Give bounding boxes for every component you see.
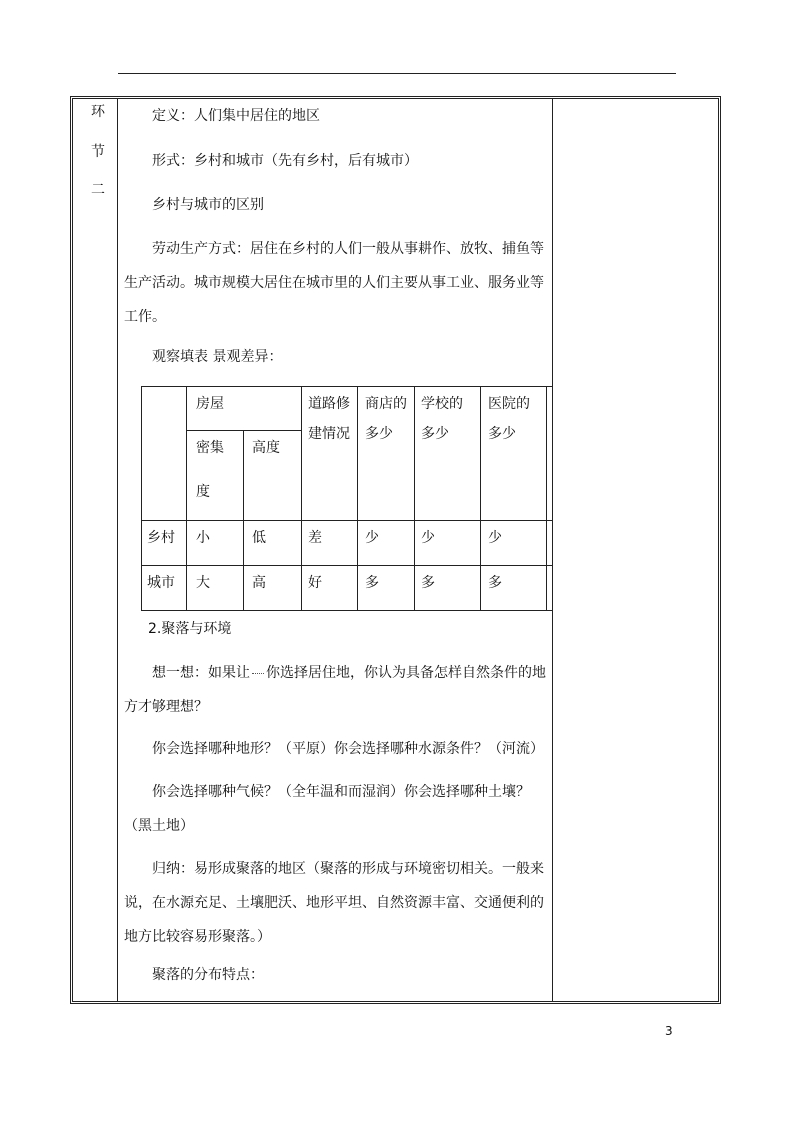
stage-char-2: 节 xyxy=(91,144,105,160)
distribution-line: 聚落的分布特点： xyxy=(152,967,264,983)
header-schools-1: 学校的 xyxy=(421,396,463,412)
header-road-2: 建情况 xyxy=(308,426,350,442)
row-village-hospitals: 少 xyxy=(488,530,502,546)
think-paragraph xyxy=(124,656,548,724)
header-rule xyxy=(118,73,676,74)
question-2-line-1: 你会选择哪种气候？（全年温和而湿润）你会选择哪种土壤？ xyxy=(152,784,530,800)
labor-paragraph xyxy=(124,232,548,334)
header-shops-1: 商店的 xyxy=(365,396,407,412)
blank-mark xyxy=(252,673,264,674)
question-2-paragraph xyxy=(124,775,548,843)
notes-column-divider xyxy=(552,99,553,1001)
row-city-height: 高 xyxy=(252,575,266,591)
header-schools-2: 多少 xyxy=(421,426,449,442)
row-village-label: 乡村 xyxy=(147,530,175,546)
labor-line-1: 劳动生产方式：居住在乡村的人们一般从事耕作、放牧、捕鱼等 xyxy=(152,241,544,257)
stage-char-3: 二 xyxy=(91,182,105,198)
summary-line-2: 说，在水源充足、土壤肥沃、地形平坦、自然资源丰富、交通便利的 xyxy=(124,895,544,911)
labor-line-3: 工作。 xyxy=(124,309,166,325)
row-village-height: 低 xyxy=(252,530,266,546)
row-city-hospitals: 多 xyxy=(488,575,502,591)
header-shops-2: 多少 xyxy=(365,426,393,442)
difference-heading: 乡村与城市的区别 xyxy=(152,197,264,213)
stage-column-divider xyxy=(117,99,118,1001)
row-city-label: 城市 xyxy=(147,575,175,591)
header-hospitals-1: 医院的 xyxy=(488,396,530,412)
forms-line: 形式：乡村和城市（先有乡村，后有城市） xyxy=(152,153,418,169)
summary-paragraph xyxy=(124,852,548,954)
summary-line-3: 地方比较容易形聚落。） xyxy=(124,929,271,945)
header-height: 高度 xyxy=(252,440,280,456)
row-city-density: 大 xyxy=(196,575,210,591)
row-village-shops: 少 xyxy=(365,530,379,546)
row-village-road: 差 xyxy=(308,530,322,546)
row-city-road: 好 xyxy=(308,575,322,591)
row-city-shops: 多 xyxy=(365,575,379,591)
question-1-line: 你会选择哪种地形？（平原）你会选择哪种水源条件？（河流） xyxy=(152,741,544,757)
header-housing: 房屋 xyxy=(196,396,224,412)
definition-line: 定义：人们集中居住的地区 xyxy=(152,108,320,124)
labor-line-2: 生产活动。城市规模大居住在城市里的人们主要从事工业、服务业等 xyxy=(124,275,544,291)
header-road-1: 道路修 xyxy=(308,396,350,412)
observe-line: 观察填表 景观差异： xyxy=(152,349,283,365)
think-line-1a: 想一想：如果让 xyxy=(152,665,250,681)
header-density-1: 密集 xyxy=(196,440,224,456)
comparison-table xyxy=(141,386,552,611)
header-density-2: 度 xyxy=(196,484,210,500)
row-village-density: 小 xyxy=(196,530,210,546)
think-line-1 xyxy=(124,656,548,690)
row-city-schools: 多 xyxy=(421,575,435,591)
stage-char-1: 环 xyxy=(91,104,105,120)
section-2-heading: 2.聚落与环境 xyxy=(148,621,232,637)
header-hospitals-2: 多少 xyxy=(488,426,516,442)
summary-line-1: 归纳：易形成聚落的地区（聚落的形成与环境密切相关。一般来 xyxy=(152,861,544,877)
think-line-1b: 你选择居住地，你认为具备怎样自然条件的地 xyxy=(266,665,546,681)
question-2-line-2: （黑土地） xyxy=(124,818,194,834)
think-line-2: 方才够理想？ xyxy=(124,699,208,715)
page-number: 3 xyxy=(665,1024,673,1038)
row-village-schools: 少 xyxy=(421,530,435,546)
